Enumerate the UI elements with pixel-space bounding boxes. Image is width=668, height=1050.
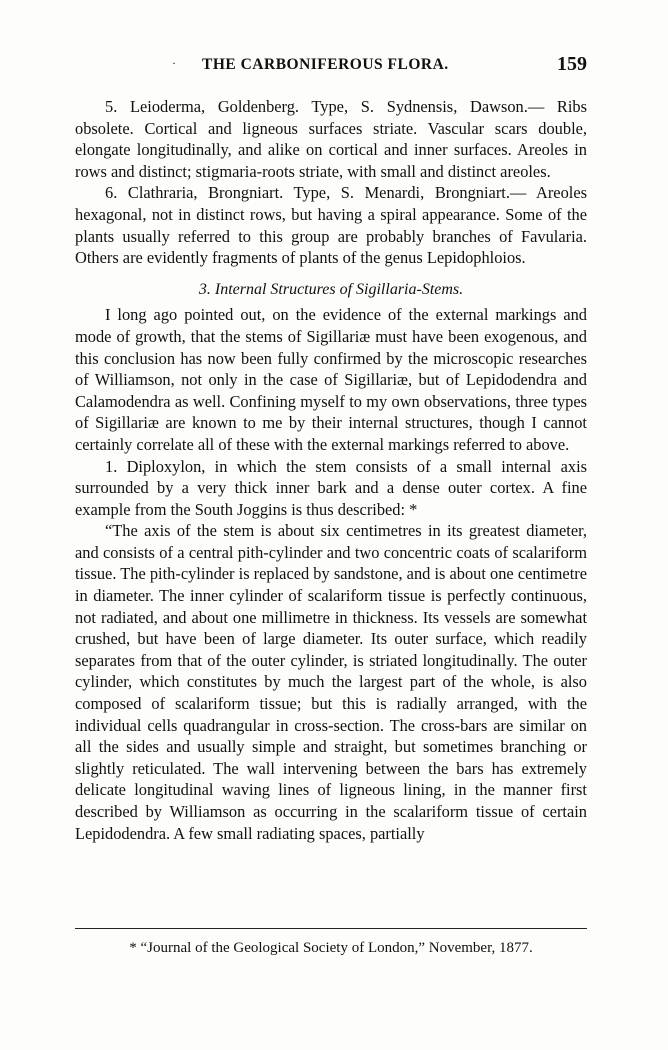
paragraph-clathraria: 6. Clathraria, Brongniart. Type, S. Menardi, Brongniart.— Areoles hexagonal, not in distinct rows, but having a spiral appearance. Some of the plants usually referred to this group are probably branches of Favularia. Others are evidently fragments of plants of the genus Lepidophloios.: [75, 183, 587, 268]
footnote: * “Journal of the Geological Society of London,” November, 1877.: [129, 940, 533, 956]
running-title: THE CARBONIFEROUS FLORA.: [202, 56, 449, 73]
page-number: 159: [557, 53, 587, 75]
page-header: [75, 53, 587, 80]
header-dot: ·: [172, 56, 176, 70]
paragraph-internal-structures: I long ago pointed out, on the evidence of the external markings and mode of growth, that the stems of Sigillariæ must have been exogenous, and this conclusion has now been fully confirmed by the microscopic researches of Williamson, not only in the case of Sigillariæ, but of Lepidodendra and Calamodendra as well. Confining myself to my own observations, three types of Sigillariæ are known to me by their internal structures, though I cannot certainly correlate all of these with the external markings referred to above.: [75, 305, 587, 454]
paragraph-quotation: “The axis of the stem is about six centimetres in its greatest diameter, and consists of a central pith-cylinder and two concentric coats of scalariform tissue. The pith-cylinder is replaced by sandstone, and is about one centimetre in diameter. The inner cylinder of scalariform tissue is perfectly continuous, not radiated, and about one millimetre in thickness. Its vessels are somewhat crushed, but have been of large diameter. Its outer surface, which readily separates from that of the outer cylinder, is striated longitudinally. The outer cylinder, which constitutes by much the largest part of the whole, is also composed of scalariform tissue; but this is radially arranged, with the individual cells quadrangular in cross-section. The cross-bars are similar on all the sides and usually simple and straight, but sometimes branching or slightly reticulated. The wall intervening between the bars has extremely delicate longitudinal waving lines of ligneous lining, in the manner first described by Williamson as occurring in the scalariform tissue of certain Lepidodendra. A few small radiating spaces, partially: [75, 521, 587, 843]
section-heading: 3. Internal Structures of Sigillaria-Stems.: [198, 280, 464, 298]
page-body: [75, 96, 587, 844]
paragraph-diploxylon: 1. Diploxylon, in which the stem consists of a small internal axis surrounded by a very thick inner bark and a dense outer cortex. A fine example from the South Joggins is thus described: *: [75, 456, 587, 519]
paragraph-leioderma: 5. Leioderma, Goldenberg. Type, S. Sydnensis, Dawson.— Ribs obsolete. Cortical and ligneous surfaces striate. Vascular scars double, elongate longitudinally, and alike on cortical and inner surfaces. Areoles in rows and distinct; stigmaria-roots striate, with small and distinct areoles.: [75, 97, 587, 181]
footnote-divider: [75, 928, 587, 929]
